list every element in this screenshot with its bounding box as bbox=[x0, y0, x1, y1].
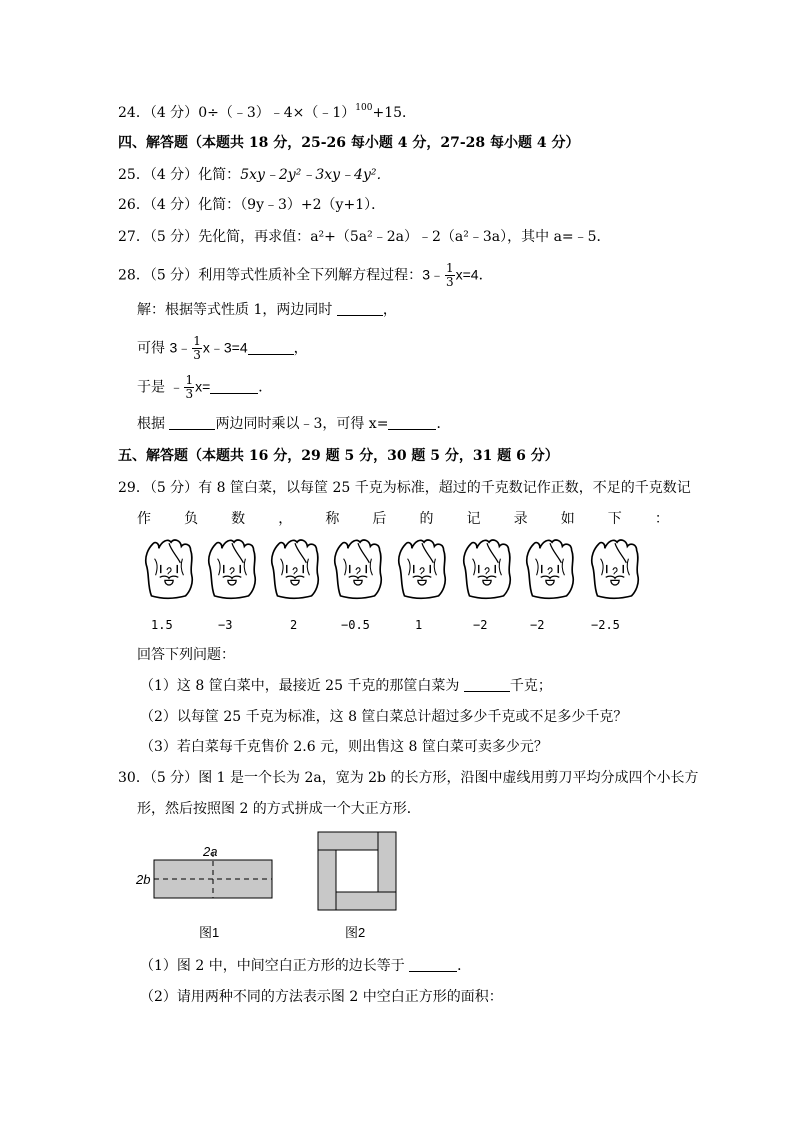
q30-line2: 形，然后按照图 2 的方式拼成一个大正方形． bbox=[137, 801, 421, 817]
basket-weight: −3 bbox=[218, 618, 233, 632]
q28-step2-fraction: $\frac{1}{3}$ bbox=[193, 334, 201, 362]
q29-char: 负 bbox=[184, 511, 199, 527]
q29-char: 下 bbox=[607, 511, 622, 527]
q26-line bbox=[118, 195, 385, 215]
q29-prompt: 回答下列问题： bbox=[137, 647, 235, 663]
q28-step3-end: ． bbox=[258, 379, 273, 396]
section-5-heading: 五、解答题（本题共 16 分，29 题 5 分，30 题 5 分，31 题 6 分） bbox=[118, 448, 559, 464]
q25-line bbox=[118, 165, 390, 185]
q28-blank-3[interactable] bbox=[210, 379, 258, 394]
q28-step4-end: ． bbox=[436, 416, 451, 432]
q28-line bbox=[118, 262, 493, 289]
q25-score: （4 分） bbox=[149, 167, 199, 183]
q25-lead: 化简： bbox=[198, 167, 241, 183]
figure-2-caption: 图2 bbox=[345, 925, 366, 940]
q29-char: 称 bbox=[325, 511, 340, 527]
q28-step2-end: ， bbox=[293, 340, 308, 357]
q29-char: 如 bbox=[560, 511, 575, 527]
q29-text: 有 8 筐白菜，以每筐 25 千克为标准，超过的千克数记作正数，不足的千克数记 bbox=[198, 480, 691, 496]
q28-step1 bbox=[137, 300, 397, 320]
q27-expression: a²+（5a²﹣2a）﹣2（a²﹣3a），其中 a=﹣5． bbox=[310, 229, 611, 245]
q28-step3-post: x= bbox=[195, 378, 211, 395]
q25-expression: 5xy﹣2y²﹣3xy﹣4y²． bbox=[240, 167, 391, 183]
q29-char: ： bbox=[654, 511, 669, 527]
q27-score: （5 分） bbox=[149, 229, 199, 245]
q28-step4-text: 两边同时乘以﹣3，可得 x= bbox=[215, 416, 389, 432]
q30-text: 图 1 是一个长为 2a，宽为 2b 的长方形，沿图中虚线用剪刀平均分成四个小长方 bbox=[198, 770, 699, 786]
q24-number: 24． bbox=[118, 105, 150, 121]
q28-step1-end: ， bbox=[382, 302, 397, 318]
cabbage-basket-icon bbox=[396, 536, 448, 600]
q28-blank-2[interactable] bbox=[248, 340, 294, 355]
q28-step3 bbox=[137, 374, 272, 401]
q29-score: （5 分） bbox=[149, 480, 199, 496]
q30-part1-text: （1）图 2 中，中间空白正方形的边长等于 bbox=[140, 958, 405, 974]
q28-step2-post: x﹣3=4 bbox=[202, 339, 248, 356]
section-4-heading: 四、解答题（本题共 18 分，25-26 每小题 4 分，27-28 每小题 4 分） bbox=[118, 135, 580, 151]
q30-score: （5 分） bbox=[149, 770, 199, 786]
basket-weight: 1.5 bbox=[151, 618, 173, 632]
q28-step3-lead: 于是 bbox=[137, 379, 170, 396]
basket-weight: 2 bbox=[290, 618, 298, 632]
q26-number: 26． bbox=[118, 197, 150, 213]
q29-char: ， bbox=[278, 511, 293, 527]
q29-char: 数 bbox=[231, 511, 246, 527]
q28-step4-lead: 根据 bbox=[137, 416, 165, 432]
q29-part1-text: （1）这 8 筐白菜中，最接近 25 千克的那筐白菜为 bbox=[140, 678, 460, 694]
q28-blank-4[interactable] bbox=[169, 415, 215, 430]
basket-weight: −0.5 bbox=[341, 618, 370, 632]
q24-score: （4 分） bbox=[149, 105, 199, 121]
q30-part2: （2）请用两种不同的方法表示图 2 中空白正方形的面积： bbox=[140, 989, 503, 1005]
basket-weight: −2 bbox=[473, 618, 488, 632]
figure-1-caption: 图1 bbox=[199, 925, 220, 940]
q27-line bbox=[118, 227, 611, 247]
figure-1-top-label: 2a bbox=[203, 844, 218, 859]
cabbage-basket-icon bbox=[269, 536, 321, 600]
q30-line1 bbox=[118, 768, 698, 788]
q28-fraction: $\frac{1}{3}$ bbox=[445, 261, 454, 289]
q24-line bbox=[118, 103, 416, 123]
q29-blank-1[interactable] bbox=[464, 677, 510, 692]
q29-char: 记 bbox=[466, 511, 481, 527]
q29-part1-end: 千克； bbox=[509, 678, 552, 694]
figure-1-left-label: 2b bbox=[136, 872, 151, 887]
q28-blank-5[interactable] bbox=[388, 415, 436, 430]
q28-eq-pre: 3﹣ bbox=[422, 266, 444, 283]
q24-exponent: 100 bbox=[355, 103, 373, 113]
q30-part1 bbox=[140, 956, 471, 976]
q30-number: 30． bbox=[118, 770, 150, 786]
cabbage-basket-icon bbox=[332, 536, 384, 600]
q29-char: 作 bbox=[137, 511, 151, 527]
q29-char: 后 bbox=[372, 511, 387, 527]
q27-lead: 先化简，再求值： bbox=[198, 229, 311, 245]
basket-weight: −2.5 bbox=[591, 618, 620, 632]
q28-blank-1[interactable] bbox=[337, 301, 383, 316]
q26-lead: 化简： bbox=[198, 197, 241, 213]
figure-2-square bbox=[316, 830, 400, 914]
q29-number: 29． bbox=[118, 480, 150, 496]
q28-score: （5 分） bbox=[149, 267, 199, 284]
q30-blank-1[interactable] bbox=[409, 957, 457, 972]
q24-expression: 0÷（﹣3）﹣4×（﹣1） bbox=[198, 105, 356, 121]
q29-line2 bbox=[137, 509, 669, 529]
q27-number: 27． bbox=[118, 229, 150, 245]
q28-step4 bbox=[137, 414, 450, 434]
q29-part1 bbox=[140, 676, 552, 696]
q29-char: 的 bbox=[419, 511, 434, 527]
q28-step3-pre: ﹣ bbox=[169, 378, 184, 395]
q29-part3: （3）若白菜每千克售价 2.6 元，则出售这 8 筐白菜可卖多少元？ bbox=[140, 739, 548, 755]
q24-expression-end: +15． bbox=[372, 105, 417, 121]
q28-step1-text: 解：根据等式性质 1，两边同时 bbox=[137, 302, 333, 318]
cabbage-basket-icon bbox=[206, 536, 258, 600]
q29-part2: （2）以每筐 25 千克为标准，这 8 筐白菜总计超过多少千克或不足多少千克？ bbox=[140, 709, 628, 725]
basket-weight: −2 bbox=[530, 618, 545, 632]
basket-weight: 1 bbox=[415, 618, 423, 632]
q30-part1-end: ． bbox=[457, 958, 472, 974]
q25-number: 25． bbox=[118, 167, 150, 183]
q28-step2 bbox=[137, 335, 308, 362]
q28-eq-post: x=4． bbox=[455, 266, 493, 283]
q28-lead: 利用等式性质补全下列解方程过程： bbox=[198, 267, 423, 284]
cabbage-basket-icon bbox=[461, 536, 513, 600]
cabbage-basket-icon bbox=[589, 536, 641, 600]
q28-step2-pre: 3﹣ bbox=[169, 339, 192, 356]
q29-line1 bbox=[118, 478, 691, 498]
q28-step3-fraction: $\frac{1}{3}$ bbox=[185, 373, 194, 401]
q26-score: （4 分） bbox=[149, 197, 199, 213]
q28-number: 28． bbox=[118, 267, 150, 284]
q28-step2-lead: 可得 bbox=[137, 340, 170, 357]
q26-expression: （9y﹣3）+2（y+1）． bbox=[240, 197, 386, 213]
cabbage-basket-icon bbox=[143, 536, 195, 600]
q29-char: 录 bbox=[513, 511, 528, 527]
cabbage-basket-icon bbox=[524, 536, 576, 600]
